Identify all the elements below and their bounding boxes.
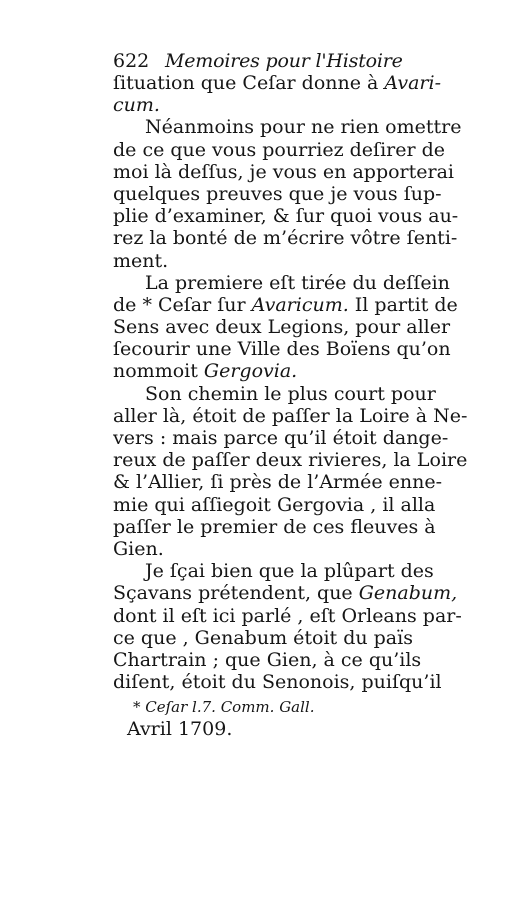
text-run: rez la bonté de m’écrire vôtre ſenti-	[113, 227, 458, 250]
text-line	[113, 649, 517, 671]
text-line	[113, 582, 517, 604]
text-line	[113, 538, 517, 560]
text-run: ſecourir une Ville des Boïens qu’on	[113, 338, 451, 361]
text-line	[113, 72, 517, 94]
text-run: Gien.	[113, 537, 164, 560]
italic-text: Gergovia.	[203, 360, 298, 383]
body-text	[113, 72, 517, 693]
text-line	[113, 627, 517, 649]
text-run: Sçavans prétendent, que	[113, 582, 359, 605]
text-run: moi là deſſus, je vous en apporterai	[113, 160, 454, 183]
page-header	[113, 50, 517, 72]
text-run: Son chemin le plus court pour	[145, 382, 436, 405]
text-run: Je ſçai bien que la plûpart des	[145, 560, 434, 583]
italic-text: Genabum,	[358, 582, 458, 605]
text-run: de ce que vous pourriez deſirer de	[113, 138, 445, 161]
text-line	[113, 183, 517, 205]
text-line	[113, 205, 517, 227]
text-run: paſſer le premier de ces fleuves à	[113, 515, 436, 538]
text-run: de * Ceſar ſur	[113, 293, 252, 316]
text-line	[113, 494, 517, 516]
text-line	[113, 427, 517, 449]
text-run: quelques preuves que je vous ſup-	[113, 182, 442, 205]
text-line	[113, 272, 517, 294]
text-line	[113, 250, 517, 272]
text-line	[113, 449, 517, 471]
page-number: 622	[113, 50, 150, 72]
text-line	[113, 471, 517, 493]
text-run: La premiere eſt tirée du deſſein	[145, 271, 450, 294]
text-run: Néanmoins pour ne rien omettre	[145, 116, 462, 139]
text-line	[113, 405, 517, 427]
text-line	[113, 227, 517, 249]
text-line	[113, 560, 517, 582]
text-line	[113, 516, 517, 538]
text-run: dont il eſt ici parlé , eſt Orleans par-	[113, 604, 462, 627]
text-run: Chartrain ; que Gien, à ce qu’ils	[113, 648, 422, 671]
text-line	[113, 605, 517, 627]
text-line	[113, 316, 517, 338]
text-run: plie d’examiner, & ſur quoi vous au-	[113, 205, 459, 228]
text-line	[113, 671, 517, 693]
text-run: ce que , Genabum étoit du païs	[113, 626, 413, 649]
text-line	[113, 116, 517, 138]
text-run: diſent, étoit du Senonois, puiſqu’il	[113, 671, 442, 694]
text-run: ment.	[113, 249, 169, 272]
text-run: & l’Allier, ſi près de l’Armée enne-	[113, 471, 443, 494]
text-block	[113, 50, 517, 741]
text-line	[113, 161, 517, 183]
text-line	[113, 139, 517, 161]
text-run: mie qui aſſiegoit Gergovia , il alla	[113, 493, 436, 516]
text-run: vers : mais parce qu’il étoit dange-	[113, 427, 449, 449]
text-line	[113, 94, 517, 116]
text-line	[113, 360, 517, 382]
text-line	[113, 383, 517, 405]
footnote: * Ceſar l.7. Comm. Gall.	[133, 698, 315, 717]
text-run: nommoit	[113, 360, 204, 383]
text-run: Il partit de	[348, 293, 458, 316]
italic-text: Avaricum.	[251, 293, 349, 316]
italic-text: cum.	[113, 94, 160, 117]
text-run: ſituation que Ceſar donne à	[113, 72, 385, 94]
italic-text: Avari-	[384, 72, 442, 94]
text-line	[113, 338, 517, 360]
text-run: reux de paſſer deux rivieres, la Loire	[113, 449, 468, 472]
text-run: Sens avec deux Legions, pour aller	[113, 316, 451, 339]
catchword: Avril 1709.	[127, 718, 233, 741]
text-run: aller là, étoit de paſſer la Loire à Ne-	[113, 404, 468, 427]
running-title: Memoires pour l'Histoire	[165, 50, 403, 72]
text-line	[113, 294, 517, 316]
